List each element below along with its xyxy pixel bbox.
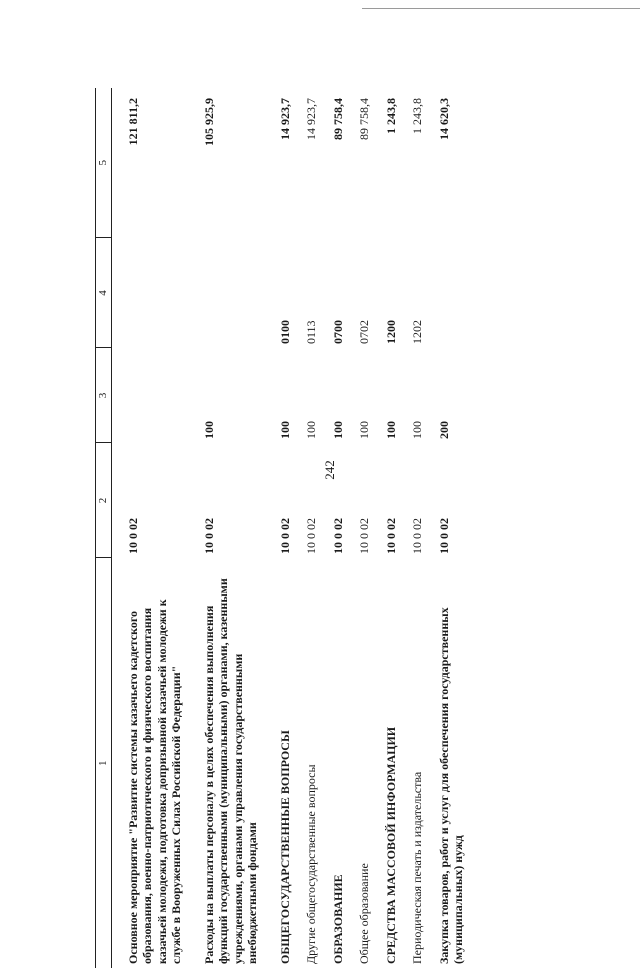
row-section-code	[425, 238, 466, 348]
row-description: ОБЩЕГОСУДАРСТВЕННЫЕ ВОПРОСЫ	[277, 730, 292, 964]
row-amount: 105 925,9	[201, 98, 216, 146]
row-expense-type: 100	[357, 421, 371, 439]
row-amount: 14 620,3	[436, 98, 451, 140]
table-row	[319, 88, 346, 968]
row-section-code: 0100	[277, 320, 292, 344]
row-target-code: 10 0 02	[436, 518, 451, 554]
table-row	[111, 88, 184, 968]
table-header-row	[96, 88, 112, 968]
row-expense-type: 100	[201, 421, 216, 439]
rotated-table-container	[95, 88, 555, 968]
row-target-code: 10 0 02	[125, 518, 140, 554]
row-section-code	[184, 238, 260, 348]
row-description: Закупка товаров, работ и услуг для обеспечения государственных (муниципальных) нужд	[436, 607, 465, 964]
row-amount: 89 758,4	[357, 98, 371, 140]
row-target-code: 10 0 02	[410, 518, 424, 554]
header-col-1: 1	[96, 558, 112, 968]
row-target-code: 10 0 02	[383, 518, 398, 554]
budget-table	[95, 88, 466, 968]
row-amount: 1 243,8	[383, 98, 398, 134]
row-description: Основное мероприятие "Развитие системы казачьего кадетского образования, военно-патриотического и физического воспитания казачьей молодежи, подготовка допризывной казачьей молодежи к службе в Вооруженных Силах Российской Федерации"	[125, 599, 183, 964]
row-expense-type: 100	[277, 421, 292, 439]
row-description: ОБРАЗОВАНИЕ	[330, 874, 345, 964]
table-row	[184, 88, 260, 968]
row-amount: 89 758,4	[330, 98, 345, 140]
row-expense-type: 100	[383, 421, 398, 439]
row-target-code: 10 0 02	[330, 518, 345, 554]
row-expense-type: 100	[410, 421, 424, 439]
row-section-code	[111, 238, 184, 348]
row-expense-type: 100	[330, 421, 345, 439]
row-target-code: 10 0 02	[357, 518, 371, 554]
row-section-code: 1200	[383, 320, 398, 344]
row-section-code: 0113	[304, 320, 318, 344]
table-row	[398, 88, 425, 968]
table-row	[292, 88, 319, 968]
row-expense-type: 200	[436, 421, 451, 439]
row-amount: 14 923,7	[304, 98, 318, 140]
row-expense-type	[111, 348, 184, 443]
row-amount: 14 923,7	[277, 98, 292, 140]
row-description: Другие общегосударственные вопросы	[304, 764, 318, 964]
row-target-code: 10 0 02	[277, 518, 292, 554]
header-col-4: 4	[96, 238, 112, 348]
row-section-code: 0700	[330, 320, 345, 344]
page-number: 242	[321, 460, 337, 480]
header-col-3: 3	[96, 348, 112, 443]
row-expense-type: 100	[304, 421, 318, 439]
top-rule	[362, 8, 640, 9]
row-description: СРЕДСТВА МАССОВОЙ ИНФОРМАЦИИ	[383, 726, 398, 964]
row-target-code: 10 0 02	[201, 518, 216, 554]
table-row	[372, 88, 399, 968]
row-description: Периодическая печать и издательства	[410, 771, 424, 964]
row-amount: 121 811,2	[125, 98, 140, 146]
table-row	[425, 88, 466, 968]
table-row	[260, 88, 293, 968]
row-description: Общее образование	[357, 863, 371, 964]
header-col-2: 2	[96, 443, 112, 558]
row-section-code: 0702	[357, 320, 371, 344]
row-target-code: 10 0 02	[304, 518, 318, 554]
header-col-5: 5	[96, 88, 112, 238]
row-amount: 1 243,8	[410, 98, 424, 134]
row-description: Расходы на выплаты персоналу в целях обеспечения выполнения функций государственными (муниципальными) органами, казенными учреждениями, органами управления государственными внебюджетными фондами	[201, 578, 259, 964]
table-row	[345, 88, 372, 968]
row-section-code: 1202	[410, 320, 424, 344]
